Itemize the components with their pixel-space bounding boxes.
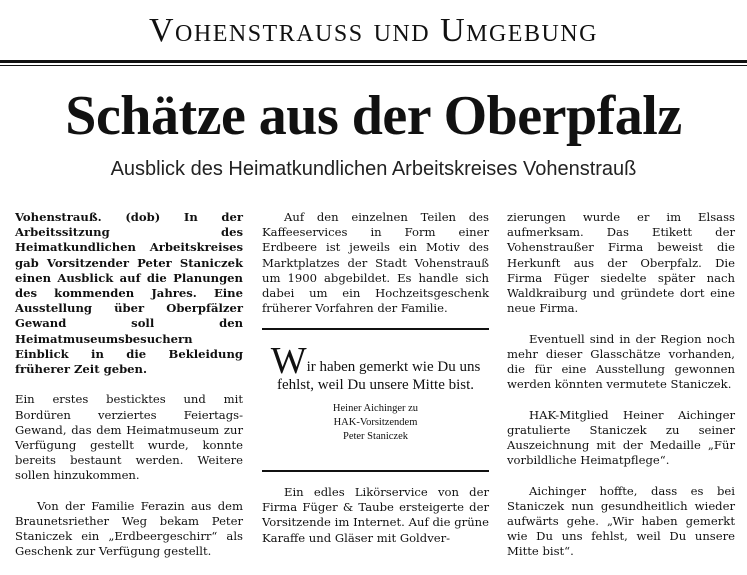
section-rule-top: [0, 60, 747, 63]
section-title: Vohenstrauss und Umgebung: [149, 12, 598, 49]
paragraph: Auf den einzelnen Teilen des Kaffeeservices in Form einer Erdbeere ist jeweils ein Motiv des Marktplatzes der Stadt Vohenstrauß um 1900 abgebildet. Es handle sich dabei um ein Hochzeitsgeschenk früherer Vorfahren der Familie.: [262, 210, 489, 316]
subheadline: Ausblick des Heimatkundlichen Arbeitskreises Vohenstrauß: [110, 158, 637, 180]
attribution-line: Heiner Aichinger zu: [332, 403, 419, 414]
attribution-line: Peter Staniczek: [342, 431, 408, 442]
lead-paragraph: Vohenstrauß. (dob) In der Arbeitssitzung des Heimatkundlichen Arbeitskreises gab Vorsitzender Peter Staniczek einen Ausblick auf die Planungen des kommenden Jahres. Eine Ausstellung über Oberpfälzer Gewand soll den Heimatmuseumsbesuchern Einblick in die Bekleidung früherer Zeit geben.: [15, 210, 243, 377]
paragraph: Ein erstes besticktes und mit Bordüren verziertes Feiertags-Gewand, das dem Heimatmuseum zur Verfügung gestellt wurde, konnte bereits bestaunt werden. Weitere sollen hinzukommen.: [15, 392, 243, 483]
headline: Schätze aus der Oberpfalz: [65, 85, 682, 147]
pullquote-text: [262, 340, 489, 394]
pullquote: [262, 340, 489, 478]
section-rule-bottom: [0, 65, 747, 66]
pullquote-rule-top: [262, 328, 489, 330]
article-column-2-continued: [262, 485, 489, 546]
paragraph: zierungen wurde er im Elsass aufmerksam. Das Etikett der Vohenstraußer Firma beweist die Herkunft aus der Oberpfalz. Die Firma Füger siedelte später nach Waldkraiburg und gründete dort eine neue Firma.: [507, 210, 735, 316]
article-column-3: [507, 210, 735, 560]
article-column-2: [262, 210, 489, 316]
pullquote-rule-bottom: [262, 470, 489, 472]
attribution-line: HAK-Vorsitzendem: [333, 417, 418, 428]
paragraph: Ein edles Likörservice von der Firma Füger & Taube ersteigerte der Vorsitzende im Internet. Auf die grüne Karaffe und Gläser mit Goldver-: [262, 485, 489, 545]
pullquote-body: ir haben gemerkt wie Du uns fehlst, weil Du unsere Mitte bist.: [276, 359, 481, 393]
pullquote-attribution: [262, 402, 489, 444]
paragraph: Eventuell sind in der Region noch mehr dieser Glasschätze vorhanden, die für eine Ausstellung gewonnen werden könnten vermutete Staniczek.: [507, 331, 735, 392]
paragraph: Aichinger hoffte, dass es bei Staniczek nun gesundheitlich wieder aufwärts gehe. „Wir haben gemerkt wie Du uns fehlst, weil Du unsere Mitte bist“.: [507, 483, 735, 559]
paragraph: Von der Familie Ferazin aus dem Braunetsriether Weg bekam Peter Staniczek ein „Erdbeergeschirr“ als Geschenk zur Verfügung gestellt.: [15, 498, 243, 559]
pullquote-initial: W: [270, 340, 307, 382]
article-column-1: [15, 210, 243, 560]
paragraph: HAK-Mitglied Heiner Aichinger gratulierte Staniczek zu seiner Auszeichnung mit der Medaille „Für vorbildliche Heimatpflege“.: [507, 407, 735, 468]
